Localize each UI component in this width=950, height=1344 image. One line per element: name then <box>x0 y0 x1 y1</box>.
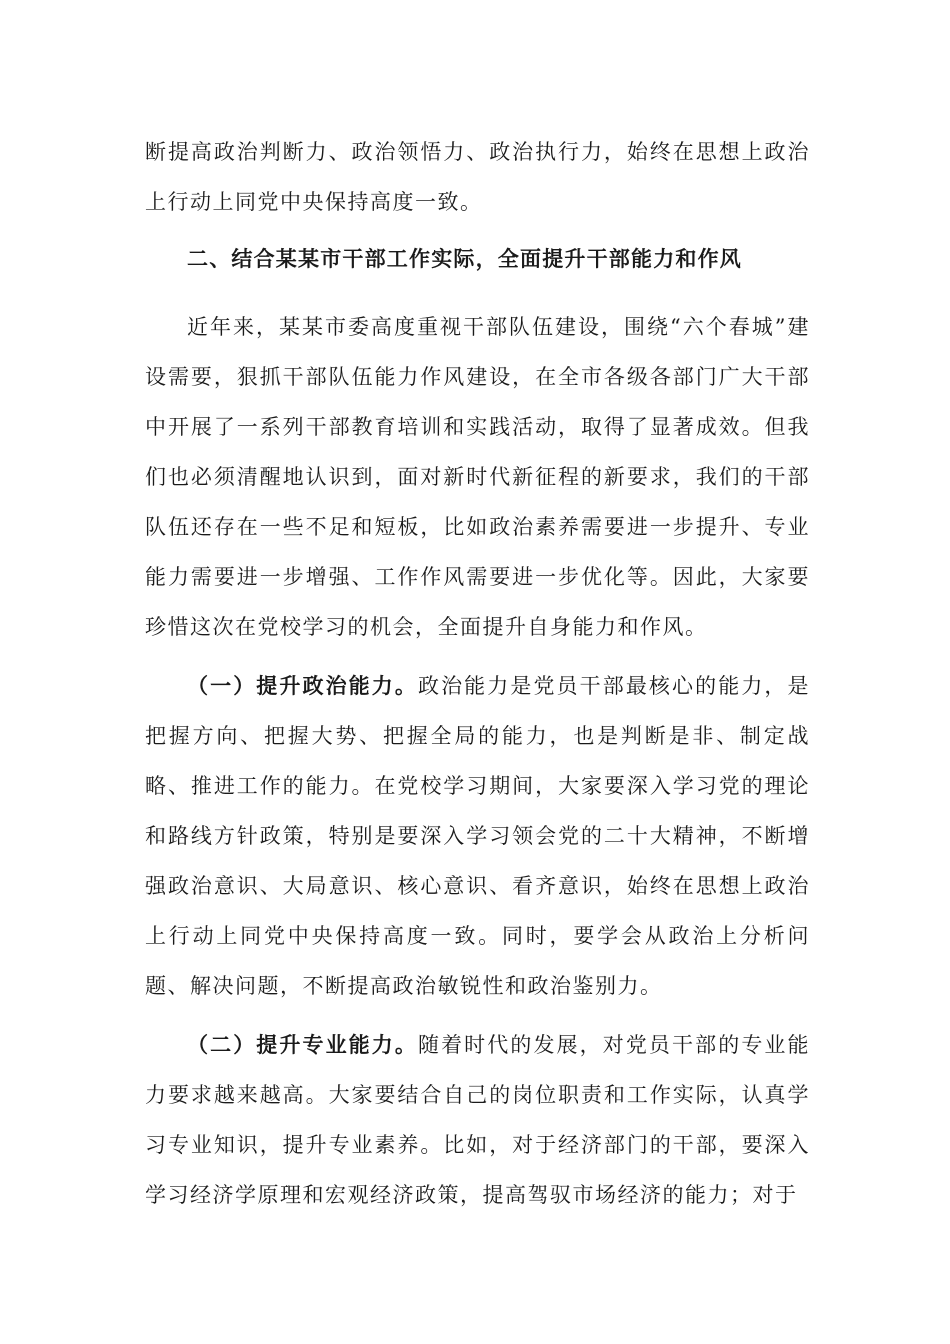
paragraph-professional-ability <box>145 1020 810 1220</box>
paragraph-political-ability <box>145 661 810 1011</box>
paragraph-intro: 近年来，某某市委高度重视干部队伍建设，围绕“六个春城”建设需要，狠抓干部队伍能力作风建设，在全市各级各部门广大干部中开展了一系列干部教育培训和实践活动，取得了显著成效。但我们也必须清醒地认识到，面对新时代新征程的新要求，我们的干部队伍还存在一些不足和短板，比如政治素养需要进一步提升、专业能力需要进一步增强、工作作风需要进一步优化等。因此，大家要珍惜这次在党校学习的机会，全面提升自身能力和作风。 <box>145 315 810 639</box>
item2-body: 随着时代的发展，对党员干部的专业能力要求越来越高。大家要结合自己的岗位职责和工作实际，认真学习专业知识，提升专业素养。比如，对于经济部门的干部，要深入学习经济学原理和宏观经济政策，提高驾驭市场经济的能力；对于 <box>145 1033 811 1207</box>
item1-lead: （一）提升政治能力。 <box>187 673 418 698</box>
item2-lead: （二）提升专业能力。 <box>187 1032 418 1057</box>
item1-body: 政治能力是党员干部最核心的能力，是把握方向、把握大势、把握全局的能力，也是判断是非、制定战略、推进工作的能力。在党校学习期间，大家要深入学习党的理论和路线方针政策，特别是要深入学习领会党的二十大精神，不断增强政治意识、大局意识、核心意识、看齐意识，始终在思想上政治上行动上同党中央保持高度一致。同时，要学会从政治上分析问题、解决问题，不断提高政治敏锐性和政治鉴别力。 <box>145 674 811 998</box>
paragraph-continuation: 断提高政治判断力、政治领悟力、政治执行力，始终在思想上政治上行动上同党中央保持高度一致。 <box>145 140 810 214</box>
section-heading: 二、结合某某市干部工作实际，全面提升干部能力和作风 <box>187 246 742 271</box>
